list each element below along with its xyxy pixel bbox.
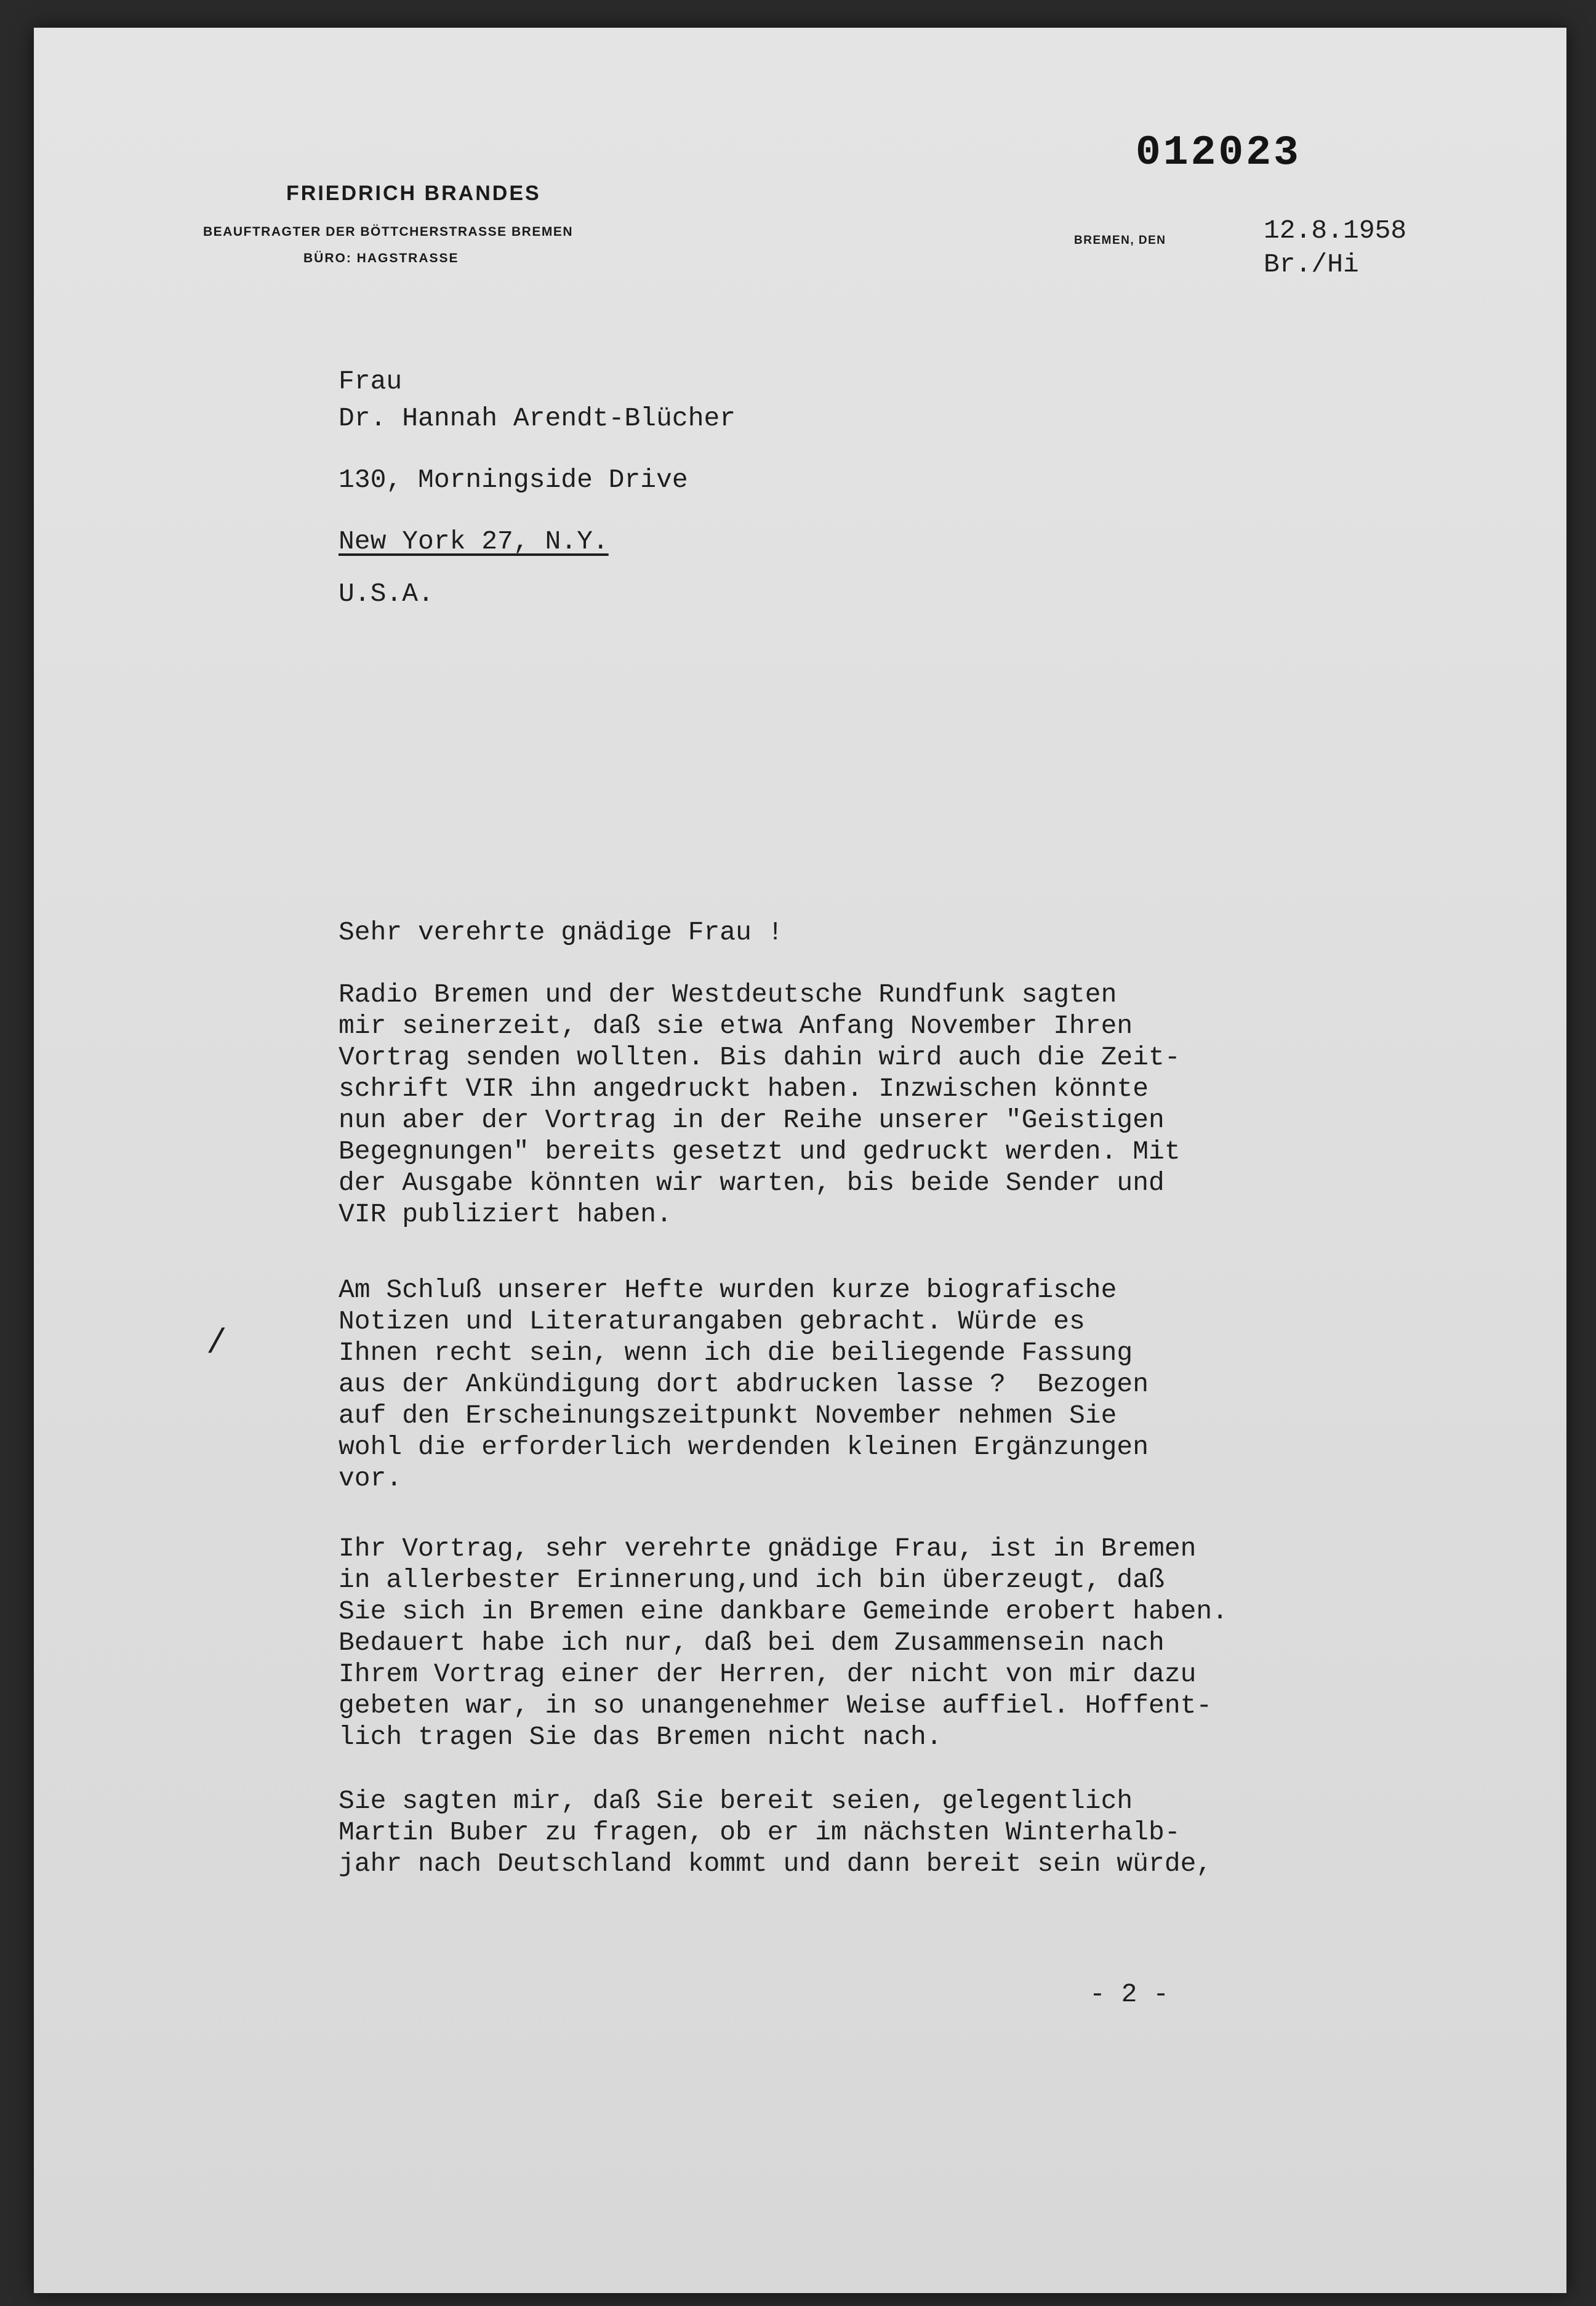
body-paragraph-4: Sie sagten mir, daß Sie bereit seien, gelegentlich Martin Buber zu fragen, ob er im nächsten Winterhalb- jahr nach Deutschland kommt und dann bereit sein würde, [339,1786,1213,1879]
letterhead-name: FRIEDRICH BRANDES [286,182,541,205]
recipient-street: 130, Morningside Drive [339,465,688,495]
margin-mark: / [206,1324,227,1363]
letterhead-role: BEAUFTRAGTER DER BÖTTCHERSTRASSE BREMEN [203,225,574,239]
letter-date: 12.8.1958 [1264,215,1407,246]
page-number: - 2 - [1089,1979,1169,2009]
recipient-country: U.S.A. [339,579,434,609]
body-paragraph-3: Ihr Vortrag, sehr verehrte gnädige Frau, ist in Bremen in allerbester Erinnerung,und ich bin überzeugt, daß Sie sich in Bremen eine dankbare Gemeinde erobert haben. Bedauert habe ich nur, daß bei dem Zusammensein nach Ihrem Vortrag einer der Herren, der nicht von mir dazu gebeten war, in so unangenehmer Weise auffiel. Hoffent- lich tragen Sie das Bremen nicht nach. [339,1533,1229,1752]
recipient-name: Dr. Hannah Arendt-Blücher [339,403,736,433]
body-paragraph-2: Am Schluß unserer Hefte wurden kurze biografische Notizen und Literaturangaben gebracht. Würde es Ihnen recht sein, wenn ich die beiliegende Fassung aus der Ankündigung dort abdrucken lasse ? Bezogen auf den Erscheinungszeitpunkt November nehmen Sie wohl die erforderlich werdenden kleinen Ergänzungen vor. [339,1275,1149,1493]
document-number: 012023 [1136,129,1301,177]
recipient-city: New York 27, N.Y. [339,526,609,556]
letterhead-office: BÜRO: HAGSTRASSE [303,251,459,265]
reference-code: Br./Hi [1264,249,1359,279]
letter-greeting: Sehr verehrte gnädige Frau ! [339,917,784,947]
recipient-salutation: Frau [339,366,403,396]
letterhead-place: BREMEN, DEN [1074,234,1166,247]
body-paragraph-1: Radio Bremen und der Westdeutsche Rundfunk sagten mir seinerzeit, daß sie etwa Anfang November Ihren Vortrag senden wollten. Bis dahin wird auch die Zeit- schrift VIR ihn angedruckt haben. Inzwischen könnte nun aber der Vortrag in der Reihe unserer "Geistigen Begegnungen" bereits gesetzt und gedruckt werden. Mit der Ausgabe könnten wir warten, bis beide Sender und VIR publiziert haben. [339,979,1181,1229]
